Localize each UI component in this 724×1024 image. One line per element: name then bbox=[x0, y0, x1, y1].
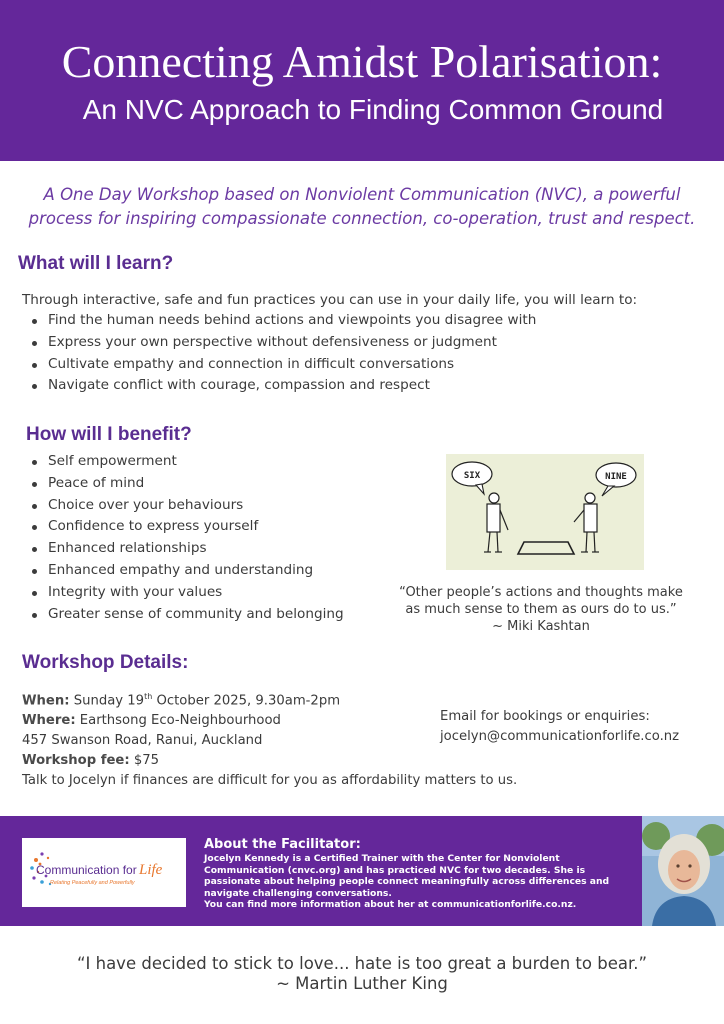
left-bubble-text: SIX bbox=[463, 471, 481, 481]
bio-line: passionate about helping people connect meaningfully across differences and bbox=[204, 876, 610, 887]
fee-label: Workshop fee: bbox=[22, 753, 130, 769]
side-quote-author: ~ Miki Kashtan bbox=[492, 619, 590, 634]
page-title: Connecting Amidst Polarisation: bbox=[61, 36, 663, 87]
facilitator-photo bbox=[642, 816, 724, 926]
address: 457 Swanson Road, Ranui, Auckland bbox=[22, 733, 263, 749]
communication-for-life-logo[interactable] bbox=[22, 838, 186, 907]
right-figure-icon bbox=[574, 493, 599, 552]
closing-quote bbox=[0, 954, 724, 994]
list-item: Greater sense of community and belonging bbox=[26, 604, 344, 626]
side-quote-line-2: as much sense to them as ours do to us.” bbox=[405, 602, 677, 617]
learn-lead: Through interactive, safe and fun practices you can use in your daily life, you will learn to: bbox=[22, 292, 638, 308]
email-link[interactable]: jocelyn@communicationforlife.co.nz bbox=[440, 729, 680, 744]
details-heading: Workshop Details: bbox=[22, 652, 189, 673]
side-quote-line-1: “Other people’s actions and thoughts make bbox=[399, 585, 683, 600]
bio-line: Jocelyn Kennedy is a Certified Trainer with the Center for Nonviolent bbox=[204, 853, 560, 864]
logo-text: Communication for bbox=[36, 863, 137, 877]
learn-list bbox=[26, 310, 536, 397]
where-label: Where: bbox=[22, 713, 76, 729]
facilitator-bio bbox=[204, 853, 624, 911]
affordability-note: Talk to Jocelyn if finances are difficult for you as affordability matters to us. bbox=[22, 773, 518, 789]
logo-text-life: Life bbox=[139, 862, 163, 878]
page-subtitle: An NVC Approach to Finding Common Ground bbox=[82, 94, 664, 125]
where-value: Earthsong Eco-Neighbourhood bbox=[75, 713, 281, 729]
intro-line-2: process for inspiring compassionate connection, co-operation, trust and respect. bbox=[28, 209, 696, 228]
list-item: Enhanced relationships bbox=[26, 538, 344, 560]
bio-line: Communication (cnvc.org) and has practiced NVC for two decades. She is bbox=[204, 864, 586, 876]
bio-line: You can find more information about her at communicationforlife.co.nz. bbox=[204, 899, 577, 910]
list-item: Integrity with your values bbox=[26, 582, 344, 604]
intro-text bbox=[10, 183, 714, 231]
list-item: Self empowerment bbox=[26, 451, 344, 473]
floor-number-icon bbox=[518, 542, 574, 554]
when-value-pre: Sunday 19 bbox=[69, 693, 145, 709]
bio-line: navigate challenging conversations. bbox=[204, 887, 392, 899]
when-label: When: bbox=[22, 693, 70, 709]
fee-row bbox=[22, 751, 517, 771]
email-block bbox=[440, 707, 679, 747]
six-nine-cartoon bbox=[446, 454, 644, 570]
email-label: Email for bookings or enquiries: bbox=[440, 709, 650, 724]
list-item: Navigate conflict with courage, compassion and respect bbox=[26, 375, 536, 397]
learn-heading: What will I learn? bbox=[18, 253, 174, 274]
list-item: Find the human needs behind actions and viewpoints you disagree with bbox=[26, 310, 536, 332]
closing-quote-text: “I have decided to stick to love... hate is too great a burden to bear.” bbox=[76, 954, 648, 973]
facilitator-title: About the Facilitator: bbox=[204, 837, 361, 852]
benefit-heading: How will I benefit? bbox=[26, 424, 192, 445]
benefit-list bbox=[26, 451, 344, 625]
when-sup: th bbox=[144, 692, 153, 701]
side-quote bbox=[376, 584, 706, 635]
list-item: Enhanced empathy and understanding bbox=[26, 560, 344, 582]
fee-value: $75 bbox=[129, 753, 160, 769]
list-item: Confidence to express yourself bbox=[26, 516, 344, 538]
closing-quote-author: ~ Martin Luther King bbox=[276, 974, 448, 993]
list-item: Choice over your behaviours bbox=[26, 495, 344, 517]
right-bubble-text: NINE bbox=[605, 472, 627, 482]
list-item: Peace of mind bbox=[26, 473, 344, 495]
intro-line-1: A One Day Workshop based on Nonviolent Communication (NVC), a powerful bbox=[43, 185, 681, 204]
logo-tagline: Relating Peacefully and Powerfully bbox=[50, 880, 135, 886]
list-item: Cultivate empathy and connection in difficult conversations bbox=[26, 354, 536, 376]
left-figure-icon bbox=[484, 493, 508, 552]
when-value-post: October 2025, 9.30am-2pm bbox=[152, 693, 341, 709]
list-item: Express your own perspective without defensiveness or judgment bbox=[26, 332, 536, 354]
